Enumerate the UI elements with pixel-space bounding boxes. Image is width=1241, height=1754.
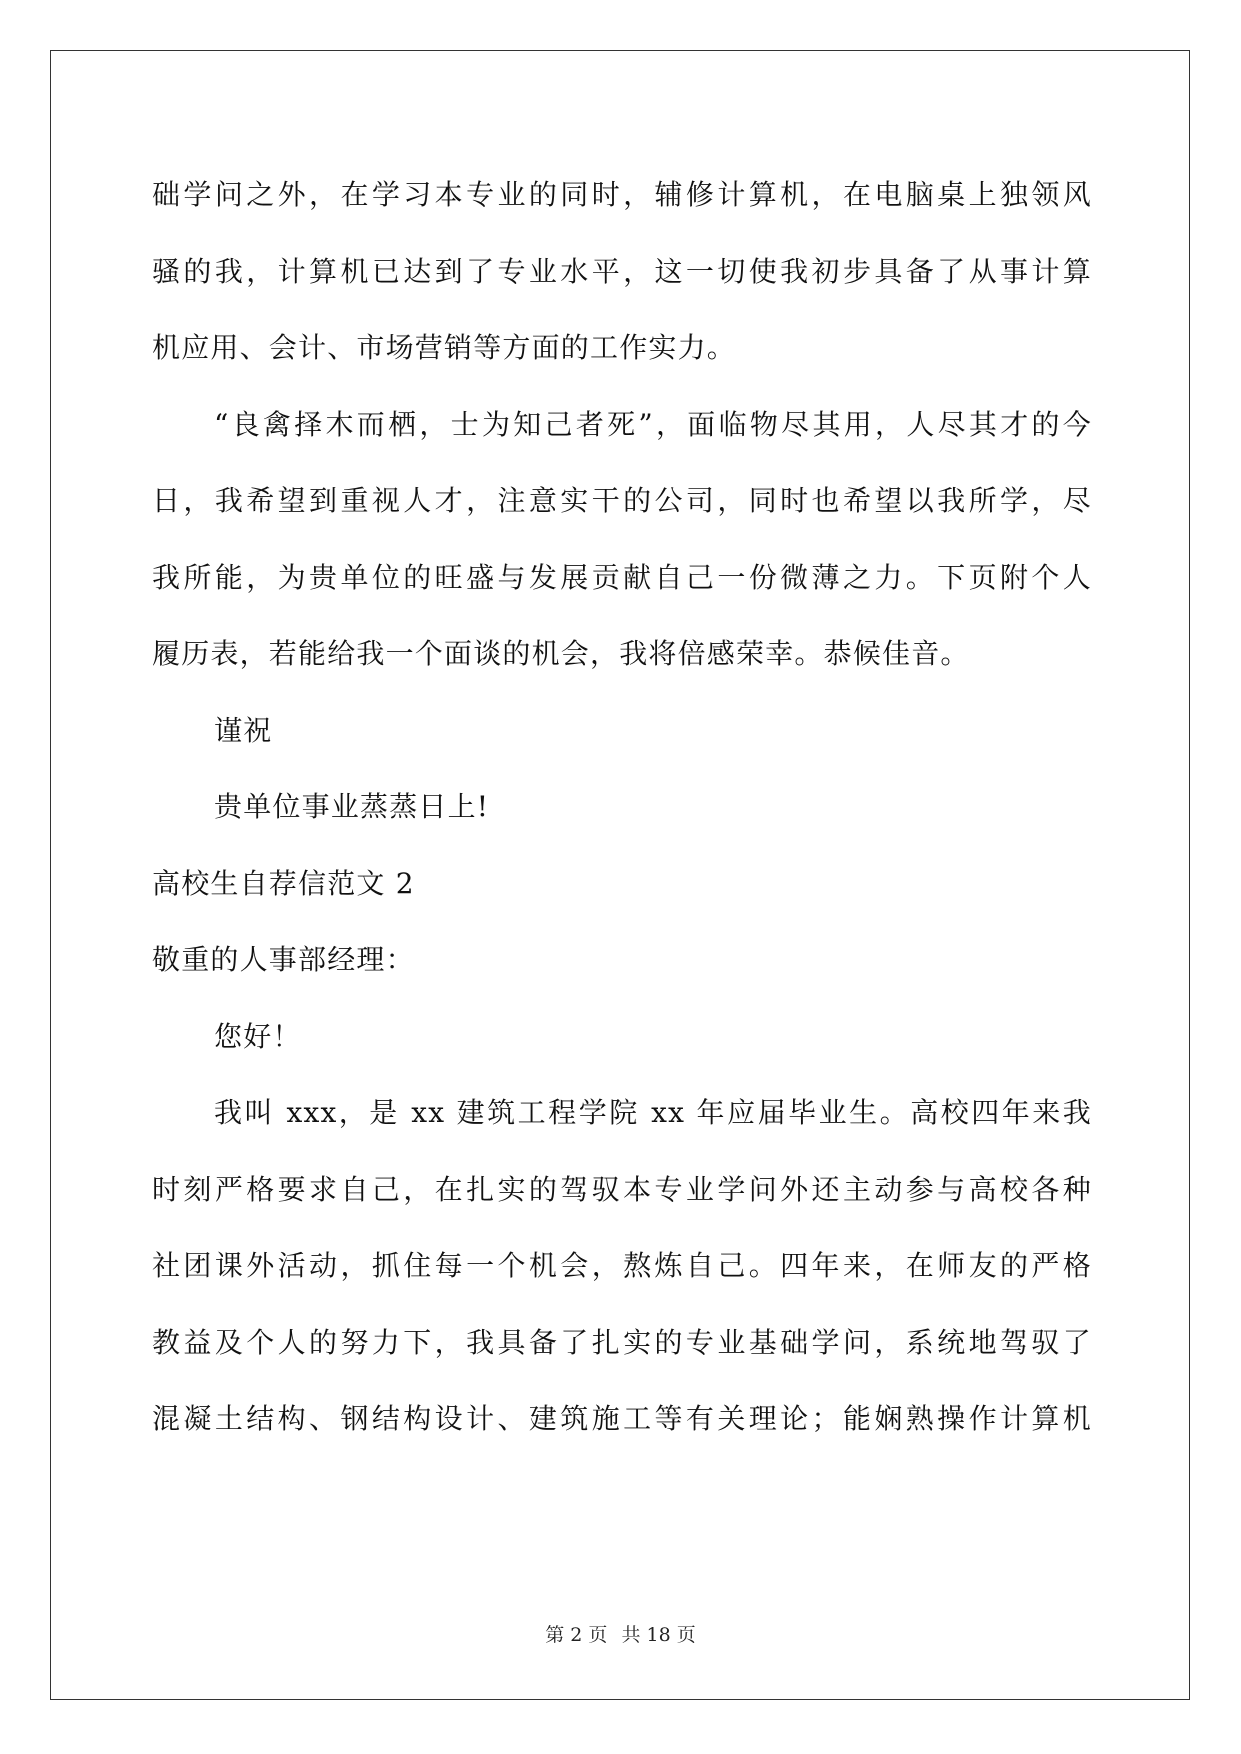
text-line: 社团课外活动，抓住每一个机会，熬炼自己。四年来，在师友的严格: [152, 1249, 1092, 1282]
text-line: 混凝土结构、钢结构设计、建筑施工等有关理论；能娴熟操作计算机: [152, 1402, 1092, 1435]
text-line: 日，我希望到重视人才，注意实干的公司，同时也希望以我所学，尽: [152, 484, 1092, 517]
text-line: “良禽择木而栖，士为知己者死”，面临物尽其用，人尽其才的今: [214, 407, 1092, 441]
text-line: 我叫 xxx，是 xx 建筑工程学院 xx 年应届毕业生。高校四年来我: [214, 1096, 1092, 1129]
text-line: 础学问之外，在学习本专业的同时，辅修计算机，在电脑桌上独领风: [152, 178, 1092, 211]
text-line: 骚的我，计算机已达到了专业水平，这一切使我初步具备了从事计算: [152, 254, 1092, 288]
letter-greeting: 您好！: [214, 1019, 302, 1053]
section-heading: 高校生自荐信范文 2: [152, 866, 415, 900]
page-footer: [0, 1620, 1241, 1647]
page-total: 共 18 页: [621, 1624, 696, 1646]
closing-wish: 贵单位事业蒸蒸日上!: [214, 790, 490, 823]
letter-addressee: 敬重的人事部经理：: [152, 943, 415, 976]
text-line: 履历表，若能给我一个面谈的机会，我将倍感荣幸。恭候佳音。: [152, 637, 970, 670]
text-line: 教益及个人的努力下，我具备了扎实的专业基础学问，系统地驾驭了: [152, 1325, 1092, 1359]
closing-salutation: 谨祝: [214, 713, 273, 747]
text-line: 时刻严格要求自己，在扎实的驾驭本专业学问外还主动参与高校各种: [152, 1172, 1092, 1206]
document-body: [152, 157, 1092, 1458]
text-line: 我所能，为贵单位的旺盛与发展贡献自己一份微薄之力。下页附个人: [152, 560, 1092, 594]
text-line: 机应用、会计、市场营销等方面的工作实力。: [152, 331, 737, 364]
page-number: 第 2 页: [545, 1624, 608, 1646]
